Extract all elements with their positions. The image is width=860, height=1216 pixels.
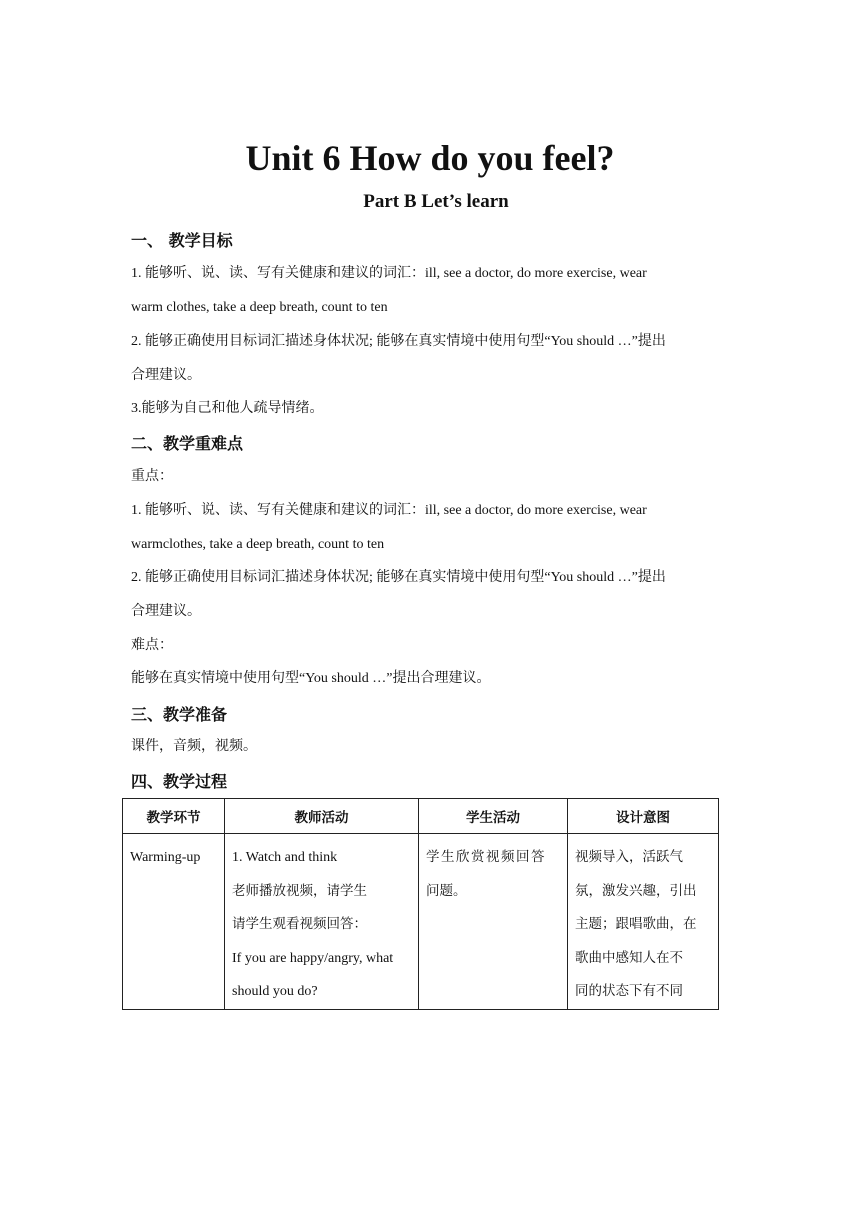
table-header-row — [123, 799, 719, 834]
preparation-line: 课件，音频，视频。 — [131, 739, 257, 754]
teacher-activity-text: If you are happy/angry, what — [232, 950, 394, 966]
section-heading-preparation: 三、教学准备 — [131, 705, 228, 724]
process-table — [122, 798, 719, 1010]
design-intent-cell — [568, 834, 719, 1010]
table-row — [123, 834, 719, 1010]
design-intent-text: 视频导入，活跃气 — [575, 849, 683, 865]
teacher-activity-text: should you do? — [232, 984, 318, 999]
design-intent-text: 歌曲中感知人在不 — [575, 949, 683, 966]
objective-line: 合理建议。 — [131, 368, 201, 383]
key-point-line: 1. 能够听、说、读、写有关健康和建议的词汇：ill, see a doctor, do more exercise, wear — [131, 503, 647, 518]
design-intent-text: 氛，激发兴趣，引出 — [575, 882, 697, 899]
section-heading-key-points: 二、教学重难点 — [131, 434, 244, 453]
document-subtitle: Part B Let’s learn — [363, 191, 509, 212]
teacher-activity-text: 请学生观看视频回答： — [232, 916, 367, 932]
teacher-activity-text: 老师播放视频，请学生 — [232, 882, 367, 899]
key-point-line: 合理建议。 — [131, 604, 201, 619]
teacher-activity-text: 1. Watch and think — [232, 850, 338, 865]
teacher-activity-cell — [225, 834, 419, 1010]
stage-text: Warming-up — [130, 850, 201, 865]
difficulty-label: 难点： — [131, 638, 173, 653]
objective-line: 2. 能够正确使用目标词汇描述身体状况; 能够在真实情境中使用句型“You should …”提出 — [131, 334, 666, 349]
objective-line: 1. 能够听、说、读、写有关健康和建议的词汇：ill, see a doctor, do more exercise, wear — [131, 266, 647, 281]
design-intent-text: 同的状态下有不同 — [575, 983, 683, 999]
key-point-line: 重点： — [131, 469, 173, 484]
section-heading-process: 四、教学过程 — [131, 772, 228, 791]
key-point-line: 2. 能够正确使用目标词汇描述身体状况; 能够在真实情境中使用句型“You should …”提出 — [131, 570, 666, 585]
student-activity-text: 学生欣赏视频回答 — [426, 849, 546, 865]
stage-cell — [123, 834, 225, 1010]
column-header: 教师活动 — [225, 799, 419, 834]
student-activity-text: 问题。 — [426, 882, 467, 899]
column-header: 教学环节 — [123, 799, 225, 834]
document-title: Unit 6 How do you feel? — [245, 138, 615, 178]
design-intent-text: 主题；跟唱歌曲，在 — [575, 916, 697, 932]
section-heading-objectives: 一、 教学目标 — [131, 231, 233, 250]
column-header: 学生活动 — [419, 799, 568, 834]
key-point-line: warmclothes, take a deep breath, count to ten — [131, 537, 385, 552]
column-header: 设计意图 — [568, 799, 719, 834]
objective-line: 3.能够为自己和他人疏导情绪。 — [131, 401, 324, 416]
objective-line: warm clothes, take a deep breath, count to ten — [131, 300, 388, 315]
difficulty-line: 能够在真实情境中使用句型“You should …”提出合理建议。 — [131, 671, 491, 686]
student-activity-cell — [419, 834, 568, 1010]
